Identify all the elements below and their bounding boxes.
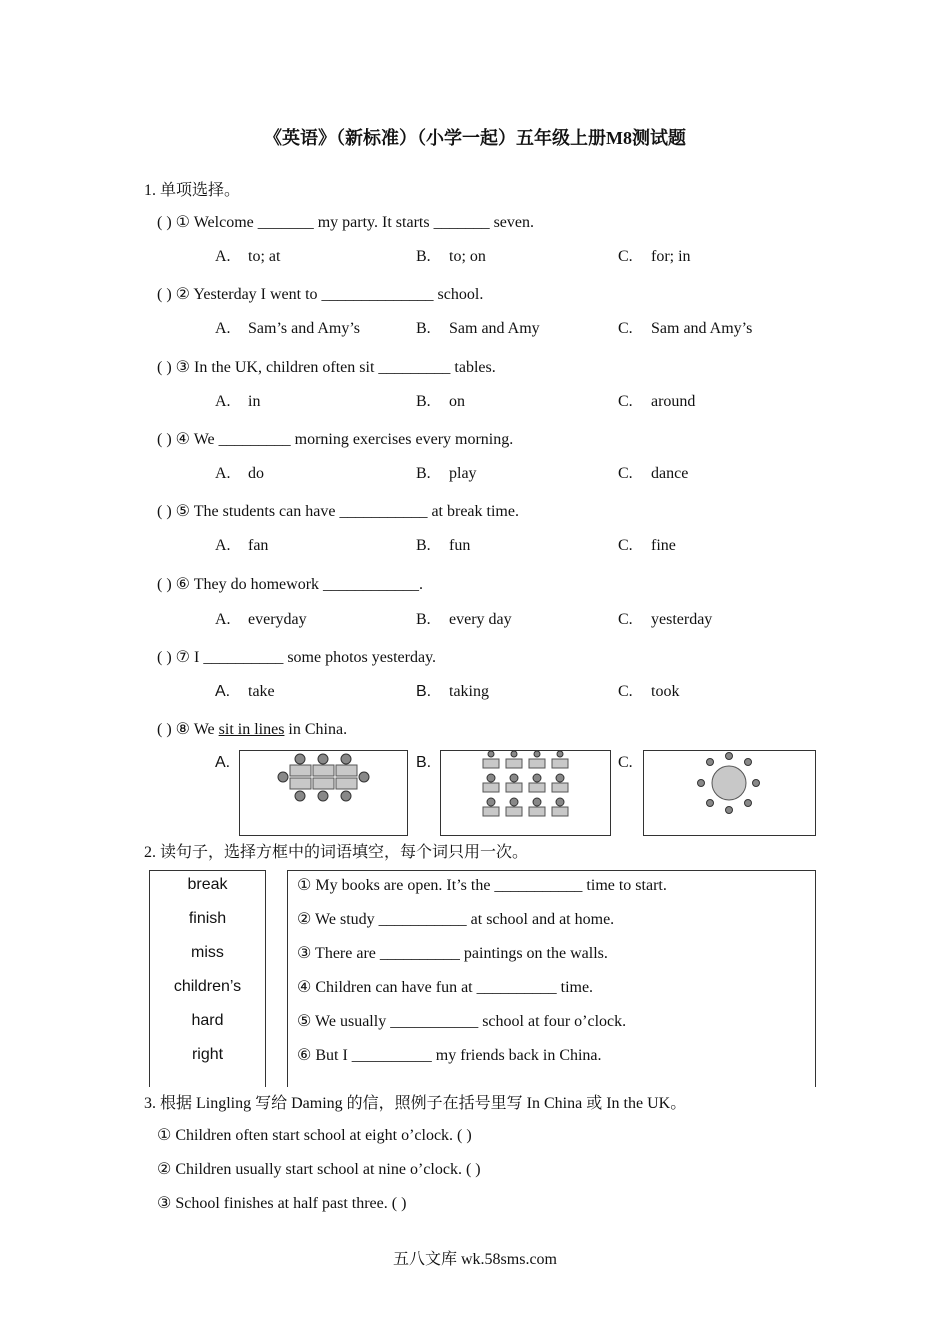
option-letter: C.: [618, 465, 633, 482]
section-3-heading: 3. 根据 Lingling 写给 Daming 的信，照例子在括号里写 In China 或 In the UK。: [144, 1095, 687, 1112]
option-8-c-picture: [643, 750, 816, 836]
section-1-heading: 1. 单项选择。: [144, 182, 241, 199]
option-text: Sam’s and Amy’s: [248, 320, 361, 337]
word-bank-item: children’s: [173, 978, 242, 995]
option-text: to; on: [449, 248, 486, 265]
word-bank-item: hard: [191, 1012, 224, 1029]
question-1: [157, 212, 534, 232]
question-7: [157, 647, 436, 667]
section-3-item: ① Children often start school at eight o’clock. ( ): [157, 1127, 472, 1144]
option-letter: C.: [618, 537, 633, 554]
option-text: on: [449, 393, 465, 410]
option-letter: A.: [215, 465, 231, 482]
question-7-prefix: ( ) ⑦: [157, 649, 190, 666]
option-text: do: [248, 465, 264, 482]
section-3-item: ③ School finishes at half past three. ( ): [157, 1195, 407, 1212]
option-text: play: [449, 465, 477, 482]
fill-sentence: ② We study ___________ at school and at home.: [297, 911, 615, 928]
option-3-a: [215, 393, 260, 411]
option-text: Sam and Amy’s: [651, 320, 753, 337]
option-letter: C.: [618, 320, 633, 337]
option-1-c: [618, 248, 691, 266]
question-4: [157, 429, 513, 449]
question-6-prefix: ( ) ⑥: [157, 576, 190, 593]
option-2-a: [215, 320, 360, 338]
option-2-b: [416, 320, 540, 338]
option-text: around: [651, 393, 696, 410]
option-5-a: [215, 537, 268, 555]
option-text: to; at: [248, 248, 281, 265]
option-letter: B.: [416, 248, 431, 265]
option-letter: A.: [215, 537, 231, 554]
question-3-prefix: ( ) ③: [157, 359, 190, 376]
option-text: everyday: [248, 611, 307, 628]
option-letter: C.: [618, 248, 633, 265]
question-5-text: The students can have ___________ at break time.: [193, 503, 519, 520]
question-6: [157, 574, 423, 594]
option-letter: C.: [618, 393, 633, 410]
option-letter: B.: [416, 393, 431, 410]
fill-sentence: ④ Children can have fun at __________ time.: [297, 979, 594, 996]
option-text: fun: [449, 537, 471, 554]
question-5: [157, 501, 519, 521]
question-7-text: I __________ some photos yesterday.: [194, 649, 437, 666]
question-6-text: They do homework ____________.: [193, 576, 424, 593]
option-8-a-letter: A.: [215, 754, 231, 771]
option-text: fine: [651, 537, 676, 554]
section-2-heading: 2. 读句子，选择方框中的词语填空，每个词只用一次。: [144, 844, 529, 861]
option-5-c: [618, 537, 676, 555]
sentence-box: [287, 870, 816, 1087]
option-letter: B.: [416, 320, 431, 337]
option-8-c-letter: C.: [618, 754, 633, 771]
option-text: every day: [449, 611, 512, 628]
option-3-b: [416, 393, 465, 411]
question-1-text: Welcome _______ my party. It starts _______ seven.: [193, 214, 534, 231]
option-text: dance: [651, 465, 689, 482]
fill-sentence: ① My books are open. It’s the ___________ time to start.: [297, 877, 667, 894]
option-text: in: [248, 393, 261, 410]
question-3-text: In the UK, children often sit _________ tables.: [194, 359, 496, 376]
option-letter: A.: [215, 320, 231, 337]
option-text: yesterday: [651, 611, 713, 628]
option-1-b: [416, 248, 486, 266]
fill-sentence: ⑤ We usually ___________ school at four o’clock.: [297, 1013, 627, 1030]
option-8-b-picture: [440, 750, 611, 836]
word-bank-item: right: [191, 1046, 224, 1063]
question-8-underlined: sit in lines: [218, 721, 285, 738]
option-4-a: [215, 465, 264, 483]
question-1-prefix: ( ) ①: [157, 214, 190, 231]
option-7-c: [618, 683, 679, 701]
page-footer: 五八文库 wk.58sms.com: [392, 1251, 557, 1268]
option-text: taking: [449, 683, 489, 700]
option-letter: A.: [215, 611, 231, 628]
question-2: [157, 284, 483, 304]
option-8-b-letter: B.: [416, 754, 432, 771]
question-2-prefix: ( ) ②: [157, 286, 190, 303]
option-letter: A.: [215, 248, 231, 265]
word-bank-box: [149, 870, 266, 1087]
option-letter: B.: [416, 537, 431, 554]
option-4-c: [618, 465, 688, 483]
option-letter: A.: [215, 393, 231, 410]
option-6-c: [618, 611, 712, 629]
option-7-b: [416, 683, 489, 701]
option-letter: B.: [416, 465, 431, 482]
option-text: for; in: [651, 248, 691, 265]
word-bank-item: miss: [191, 944, 224, 961]
word-bank-item: finish: [188, 910, 227, 927]
section-3-item: ② Children usually start school at nine o’clock. ( ): [157, 1161, 481, 1178]
question-8: [157, 719, 347, 739]
option-text: fan: [248, 537, 269, 554]
option-5-b: [416, 537, 470, 555]
option-letter: C.: [618, 611, 633, 628]
option-letter: B.: [416, 611, 431, 628]
clustered-desks-illustration: [240, 751, 407, 835]
option-3-c: [618, 393, 695, 411]
option-letter: C.: [618, 683, 633, 700]
question-3: [157, 357, 496, 377]
option-2-c: [618, 320, 752, 338]
option-text: took: [651, 683, 680, 700]
question-8-prefix: ( ) ⑧: [157, 721, 190, 738]
option-text: Sam and Amy: [449, 320, 540, 337]
option-letter: A.: [215, 683, 231, 700]
question-8-before: We: [193, 721, 219, 738]
question-4-text: We _________ morning exercises every morning.: [193, 431, 514, 448]
option-text: take: [248, 683, 275, 700]
question-2-text: Yesterday I went to ______________ school.: [193, 286, 484, 303]
question-4-prefix: ( ) ④: [157, 431, 190, 448]
page-title: 《英语》（新标准）（小学一起）五年级上册M8测试题: [264, 128, 686, 148]
option-6-b: [416, 611, 512, 629]
option-4-b: [416, 465, 477, 483]
option-6-a: [215, 611, 307, 629]
question-5-prefix: ( ) ⑤: [157, 503, 190, 520]
option-1-a: [215, 248, 280, 266]
option-7-a: [215, 683, 275, 701]
question-8-after: in China.: [284, 721, 348, 738]
fill-sentence: ⑥ But I __________ my friends back in China.: [297, 1047, 602, 1064]
option-letter: B.: [416, 683, 432, 700]
round-table-illustration: [644, 751, 815, 835]
fill-sentence: ③ There are __________ paintings on the walls.: [297, 945, 608, 962]
option-8-a-picture: [239, 750, 408, 836]
word-bank-item: break: [187, 876, 228, 893]
desks-in-lines-illustration: [441, 751, 610, 835]
